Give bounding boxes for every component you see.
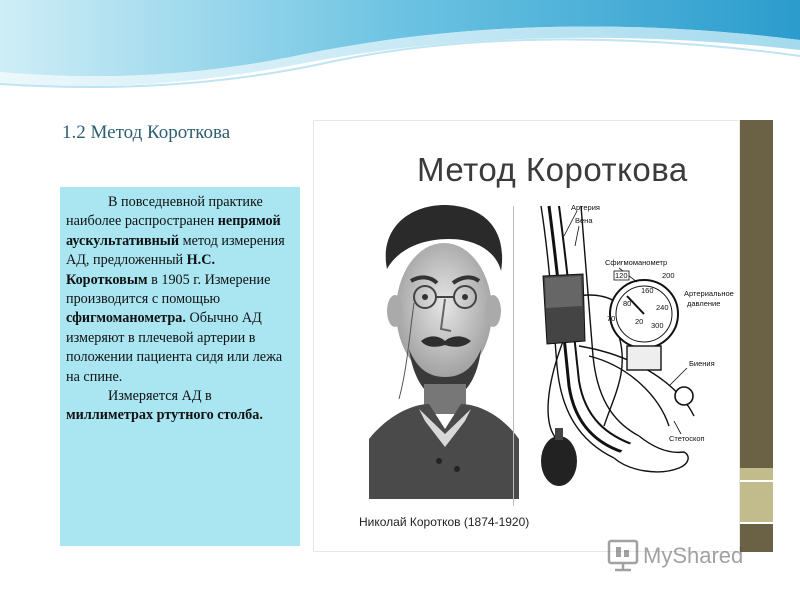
label-arterial-pressure-2: давление (687, 299, 721, 308)
description-paragraph-1 (66, 193, 296, 387)
gauge-value-120: 120 (615, 271, 628, 280)
watermark-logo (605, 535, 775, 575)
text-bold-units: миллиметрах ртутного столба. (66, 407, 263, 424)
description-paragraph-2 (66, 387, 296, 426)
label-stethoscope: Стетоскоп (669, 434, 705, 443)
text-segment: в 1905 г. Измерение производится с помощью (66, 271, 271, 308)
gauge-value-70: 70 (607, 314, 616, 323)
text-bold-device: сфигмоманометра. (66, 310, 186, 327)
gauge-value-80: 80 (623, 299, 632, 308)
figure-title: Метод Короткова (417, 151, 688, 188)
header-wave-decoration (0, 0, 800, 95)
text-segment: метод измерения АД, предложенный (66, 232, 285, 269)
gauge-value-300: 300 (651, 321, 664, 330)
gauge-value-160: 160 (641, 286, 654, 295)
sidebar-segment-light-1 (740, 468, 773, 480)
label-beats: Биения (689, 359, 715, 368)
sidebar-segment-light-2 (740, 482, 773, 522)
watermark-text: MyShared (643, 543, 744, 568)
label-vein: Вена (575, 216, 593, 225)
label-artery: Артерия (571, 203, 600, 212)
label-arterial-pressure-1: Артериальное (684, 289, 734, 298)
text-segment: Обычно АД измеряют в плечевой артерии в положении пациента сидя или лежа на спине. (66, 310, 283, 385)
gauge-value-20: 20 (635, 317, 644, 326)
sphygmomanometer-diagram (519, 196, 734, 516)
text-bold-method: непрямой аускультативный (66, 213, 281, 249)
sidebar-segment-dark-top (740, 120, 773, 468)
text-segment: В повседневной практике наиболее распространен (66, 194, 263, 230)
figure-divider (513, 206, 514, 506)
portrait-illustration (369, 199, 519, 499)
text-bold-author: Н.С. Коротковым (66, 252, 215, 288)
figure-caption: Николай Коротков (1874-1920) (359, 515, 530, 529)
description-text-box (60, 187, 300, 546)
gauge-value-240: 240 (656, 303, 669, 312)
label-sphygmomanometer: Сфигмоманометр (605, 258, 668, 267)
monitor-icon (609, 541, 637, 563)
slide-title: 1.2 Метод Короткова (62, 122, 231, 143)
gauge-value-200: 200 (662, 271, 675, 280)
decorative-sidebar (740, 120, 773, 552)
text-segment: Измеряется АД в (108, 388, 212, 405)
illustration-figure (313, 120, 740, 552)
